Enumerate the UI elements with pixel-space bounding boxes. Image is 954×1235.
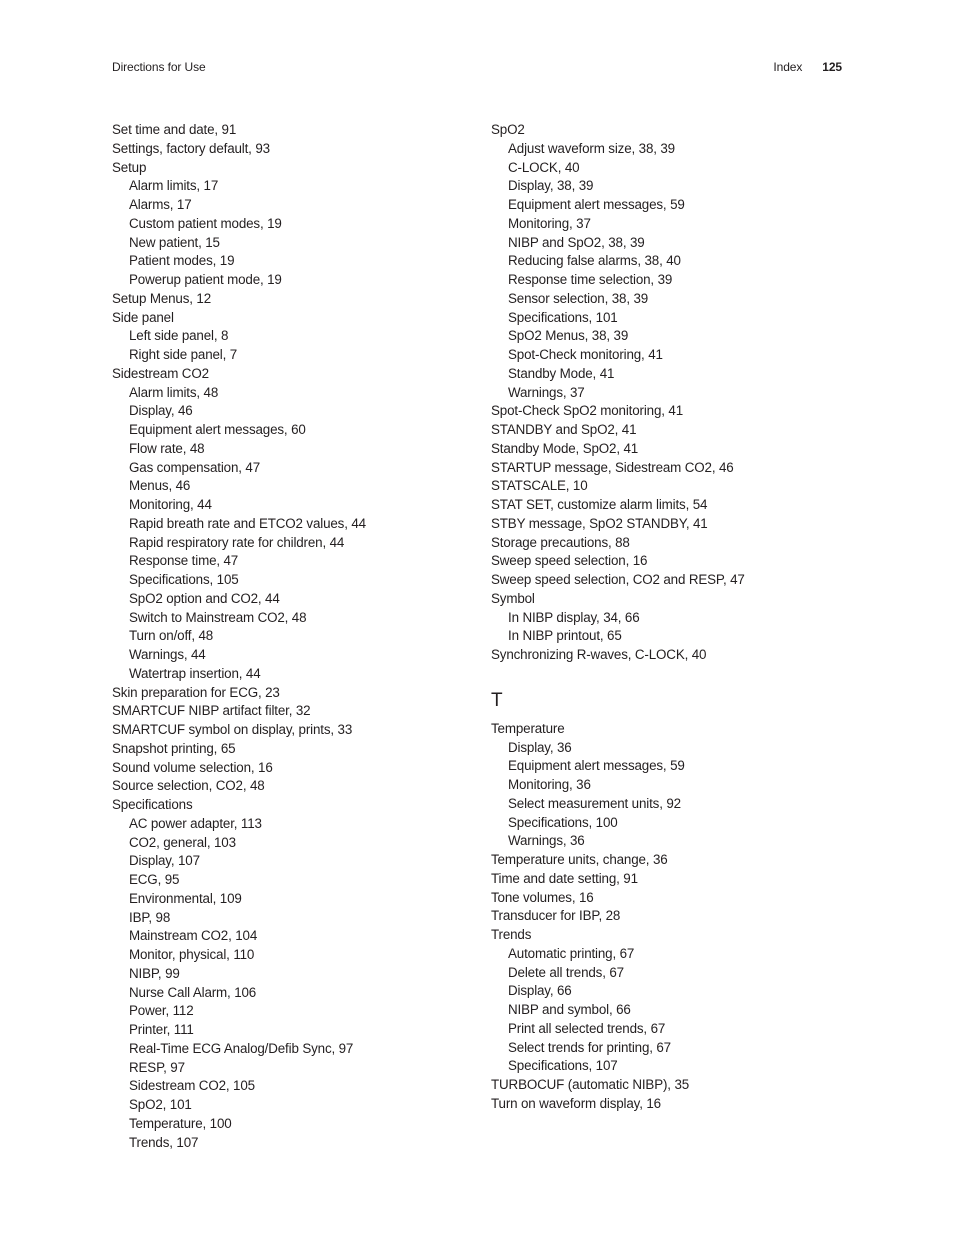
index-subentry: Display, 107 [129, 853, 200, 869]
index-subentry: Alarm limits, 17 [129, 178, 219, 194]
index-subentry: Select measurement units, 92 [508, 795, 681, 811]
index-subentry: Environmental, 109 [129, 890, 242, 906]
index-subentry: Left side panel, 8 [129, 328, 229, 344]
index-subentry: Rapid breath rate and ETCO2 values, 44 [129, 515, 366, 531]
index-subentry: Warnings, 44 [129, 647, 206, 662]
running-header-section: Index [773, 60, 803, 74]
index-subentry: Print all selected trends, 67 [508, 1020, 666, 1036]
index-entry: Skin preparation for ECG, 23 [112, 684, 280, 700]
index-entry: Specifications [112, 797, 193, 812]
index-subentry: Display, 46 [129, 403, 193, 419]
index-subentry: Response time, 47 [129, 553, 239, 569]
index-subentry: Sidestream CO2, 105 [129, 1078, 255, 1094]
index-entry: STATSCALE, 10 [491, 478, 588, 494]
index-subentry: Automatic printing, 67 [508, 945, 635, 961]
index-subentry: Adjust waveform size, 38, 39 [508, 140, 675, 156]
index-subentry: CO2, general, 103 [129, 834, 236, 850]
index-column-left [112, 121, 457, 1152]
index-entry: Set time and date, 91 [112, 122, 237, 137]
index-subentry: Reducing false alarms, 38, 40 [508, 253, 681, 269]
index-entry: SpO2 [491, 122, 525, 137]
index-subentry: NIBP, 99 [129, 965, 180, 981]
page-number: 125 [822, 60, 842, 74]
index-subentry: Equipment alert messages, 59 [508, 758, 685, 774]
index-subentry: Standby Mode, 41 [508, 365, 615, 381]
index-subentry: Nurse Call Alarm, 106 [129, 984, 257, 1000]
index-subentry: C-LOCK, 40 [508, 159, 580, 175]
index-subentry: Trends, 107 [129, 1134, 199, 1150]
index-subentry: Alarm limits, 48 [129, 384, 219, 400]
index-entry: Trends [491, 927, 532, 942]
index-subentry: Equipment alert messages, 60 [129, 422, 306, 437]
index-entry: Settings, factory default, 93 [112, 140, 270, 156]
index-entry: Snapshot printing, 65 [112, 740, 236, 756]
index-subentry: Menus, 46 [129, 478, 191, 494]
index-entry: STBY message, SpO2 STANDBY, 41 [491, 515, 708, 531]
index-subentry: Right side panel, 7 [129, 347, 238, 362]
index-subentry: Display, 66 [508, 983, 572, 999]
index-subentry: New patient, 15 [129, 234, 220, 250]
index-entry: Source selection, CO2, 48 [112, 778, 265, 794]
index-subentry: Power, 112 [129, 1003, 194, 1019]
index-entry: Spot-Check SpO2 monitoring, 41 [491, 403, 683, 419]
index-subentry: Spot-Check monitoring, 41 [508, 347, 663, 362]
index-subentry: SpO2 option and CO2, 44 [129, 590, 280, 606]
index-entry: STANDBY and SpO2, 41 [491, 422, 637, 437]
index-entry: Time and date setting, 91 [491, 870, 638, 886]
index-subentry: Watertrap insertion, 44 [129, 665, 261, 681]
index-entry: SMARTCUF NIBP artifact filter, 32 [112, 703, 311, 719]
index-subentry: AC power adapter, 113 [129, 815, 262, 831]
index-subentry: IBP, 98 [129, 909, 171, 925]
index-subentry: Custom patient modes, 19 [129, 215, 282, 231]
index-subentry: Warnings, 36 [508, 833, 585, 849]
index-entry: Side panel [112, 309, 174, 325]
index-entry: Symbol [491, 590, 535, 606]
index-subentry: Specifications, 101 [508, 309, 618, 325]
index-section-t [491, 720, 836, 1114]
index-subentry: Turn on/off, 48 [129, 628, 214, 644]
index-subentry: Equipment alert messages, 59 [508, 197, 685, 212]
index-subentry: Specifications, 107 [508, 1058, 618, 1074]
index-subentry: Switch to Mainstream CO2, 48 [129, 609, 307, 625]
index-subentry: Display, 38, 39 [508, 178, 594, 194]
index-subentry: Rapid respiratory rate for children, 44 [129, 534, 345, 550]
index-subentry: Monitoring, 44 [129, 497, 212, 512]
index-section-letter: T [491, 689, 503, 711]
index-entry: Sweep speed selection, 16 [491, 553, 648, 569]
index-subentry: Gas compensation, 47 [129, 459, 260, 475]
index-subentry: NIBP and symbol, 66 [508, 1002, 631, 1017]
running-header-title: Directions for Use [112, 60, 206, 74]
index-entry: Sidestream CO2 [112, 365, 209, 381]
index-subentry: Mainstream CO2, 104 [129, 928, 258, 944]
index-subentry: Specifications, 100 [508, 814, 618, 830]
index-subentry: Alarms, 17 [129, 197, 192, 212]
index-entry: Temperature [491, 720, 565, 736]
index-entry: TURBOCUF (automatic NIBP), 35 [491, 1077, 690, 1092]
index-entry: Transducer for IBP, 28 [491, 908, 621, 924]
index-section-s [491, 121, 836, 665]
index-subentry: Flow rate, 48 [129, 440, 205, 456]
index-entry: SMARTCUF symbol on display, prints, 33 [112, 722, 353, 737]
index-subentry: Printer, 111 [129, 1022, 194, 1037]
index-subentry: Specifications, 105 [129, 572, 239, 587]
index-entry: Turn on waveform display, 16 [491, 1095, 661, 1111]
index-entry: Synchronizing R-waves, C-LOCK, 40 [491, 647, 707, 662]
index-entry: Setup Menus, 12 [112, 290, 211, 306]
index-entry: STARTUP message, Sidestream CO2, 46 [491, 459, 734, 475]
index-subentry: Patient modes, 19 [129, 253, 235, 269]
index-subentry: Temperature, 100 [129, 1115, 232, 1131]
index-subentry: RESP, 97 [129, 1059, 185, 1075]
index-subentry: SpO2, 101 [129, 1097, 192, 1112]
index-entry: STAT SET, customize alarm limits, 54 [491, 497, 708, 512]
index-column-right [491, 121, 836, 1114]
index-subentry: ECG, 95 [129, 872, 180, 887]
index-subentry: Delete all trends, 67 [508, 964, 624, 980]
index-subentry: Warnings, 37 [508, 384, 585, 400]
index-entry: Tone volumes, 16 [491, 889, 594, 905]
index-entry: Standby Mode, SpO2, 41 [491, 440, 639, 456]
index-entry: Sweep speed selection, CO2 and RESP, 47 [491, 572, 745, 587]
index-subentry: Real-Time ECG Analog/Defib Sync, 97 [129, 1040, 354, 1056]
index-subentry: In NIBP printout, 65 [508, 628, 622, 644]
index-subentry: Display, 36 [508, 739, 572, 755]
index-subentry: Select trends for printing, 67 [508, 1039, 671, 1055]
index-subentry: NIBP and SpO2, 38, 39 [508, 234, 645, 250]
running-header-right [773, 60, 842, 74]
index-subentry: SpO2 Menus, 38, 39 [508, 328, 629, 344]
index-subentry: Sensor selection, 38, 39 [508, 290, 649, 306]
index-subentry: Monitoring, 37 [508, 215, 591, 231]
index-subentry: Powerup patient mode, 19 [129, 272, 282, 287]
index-entry: Sound volume selection, 16 [112, 759, 273, 775]
index-subentry: Response time selection, 39 [508, 272, 673, 287]
index-entry: Temperature units, change, 36 [491, 852, 668, 867]
index-subentry: Monitoring, 36 [508, 777, 591, 792]
index-subentry: In NIBP display, 34, 66 [508, 609, 640, 625]
index-entry: Storage precautions, 88 [491, 534, 630, 550]
index-entry: Setup [112, 159, 147, 175]
index-subentry: Monitor, physical, 110 [129, 947, 255, 962]
